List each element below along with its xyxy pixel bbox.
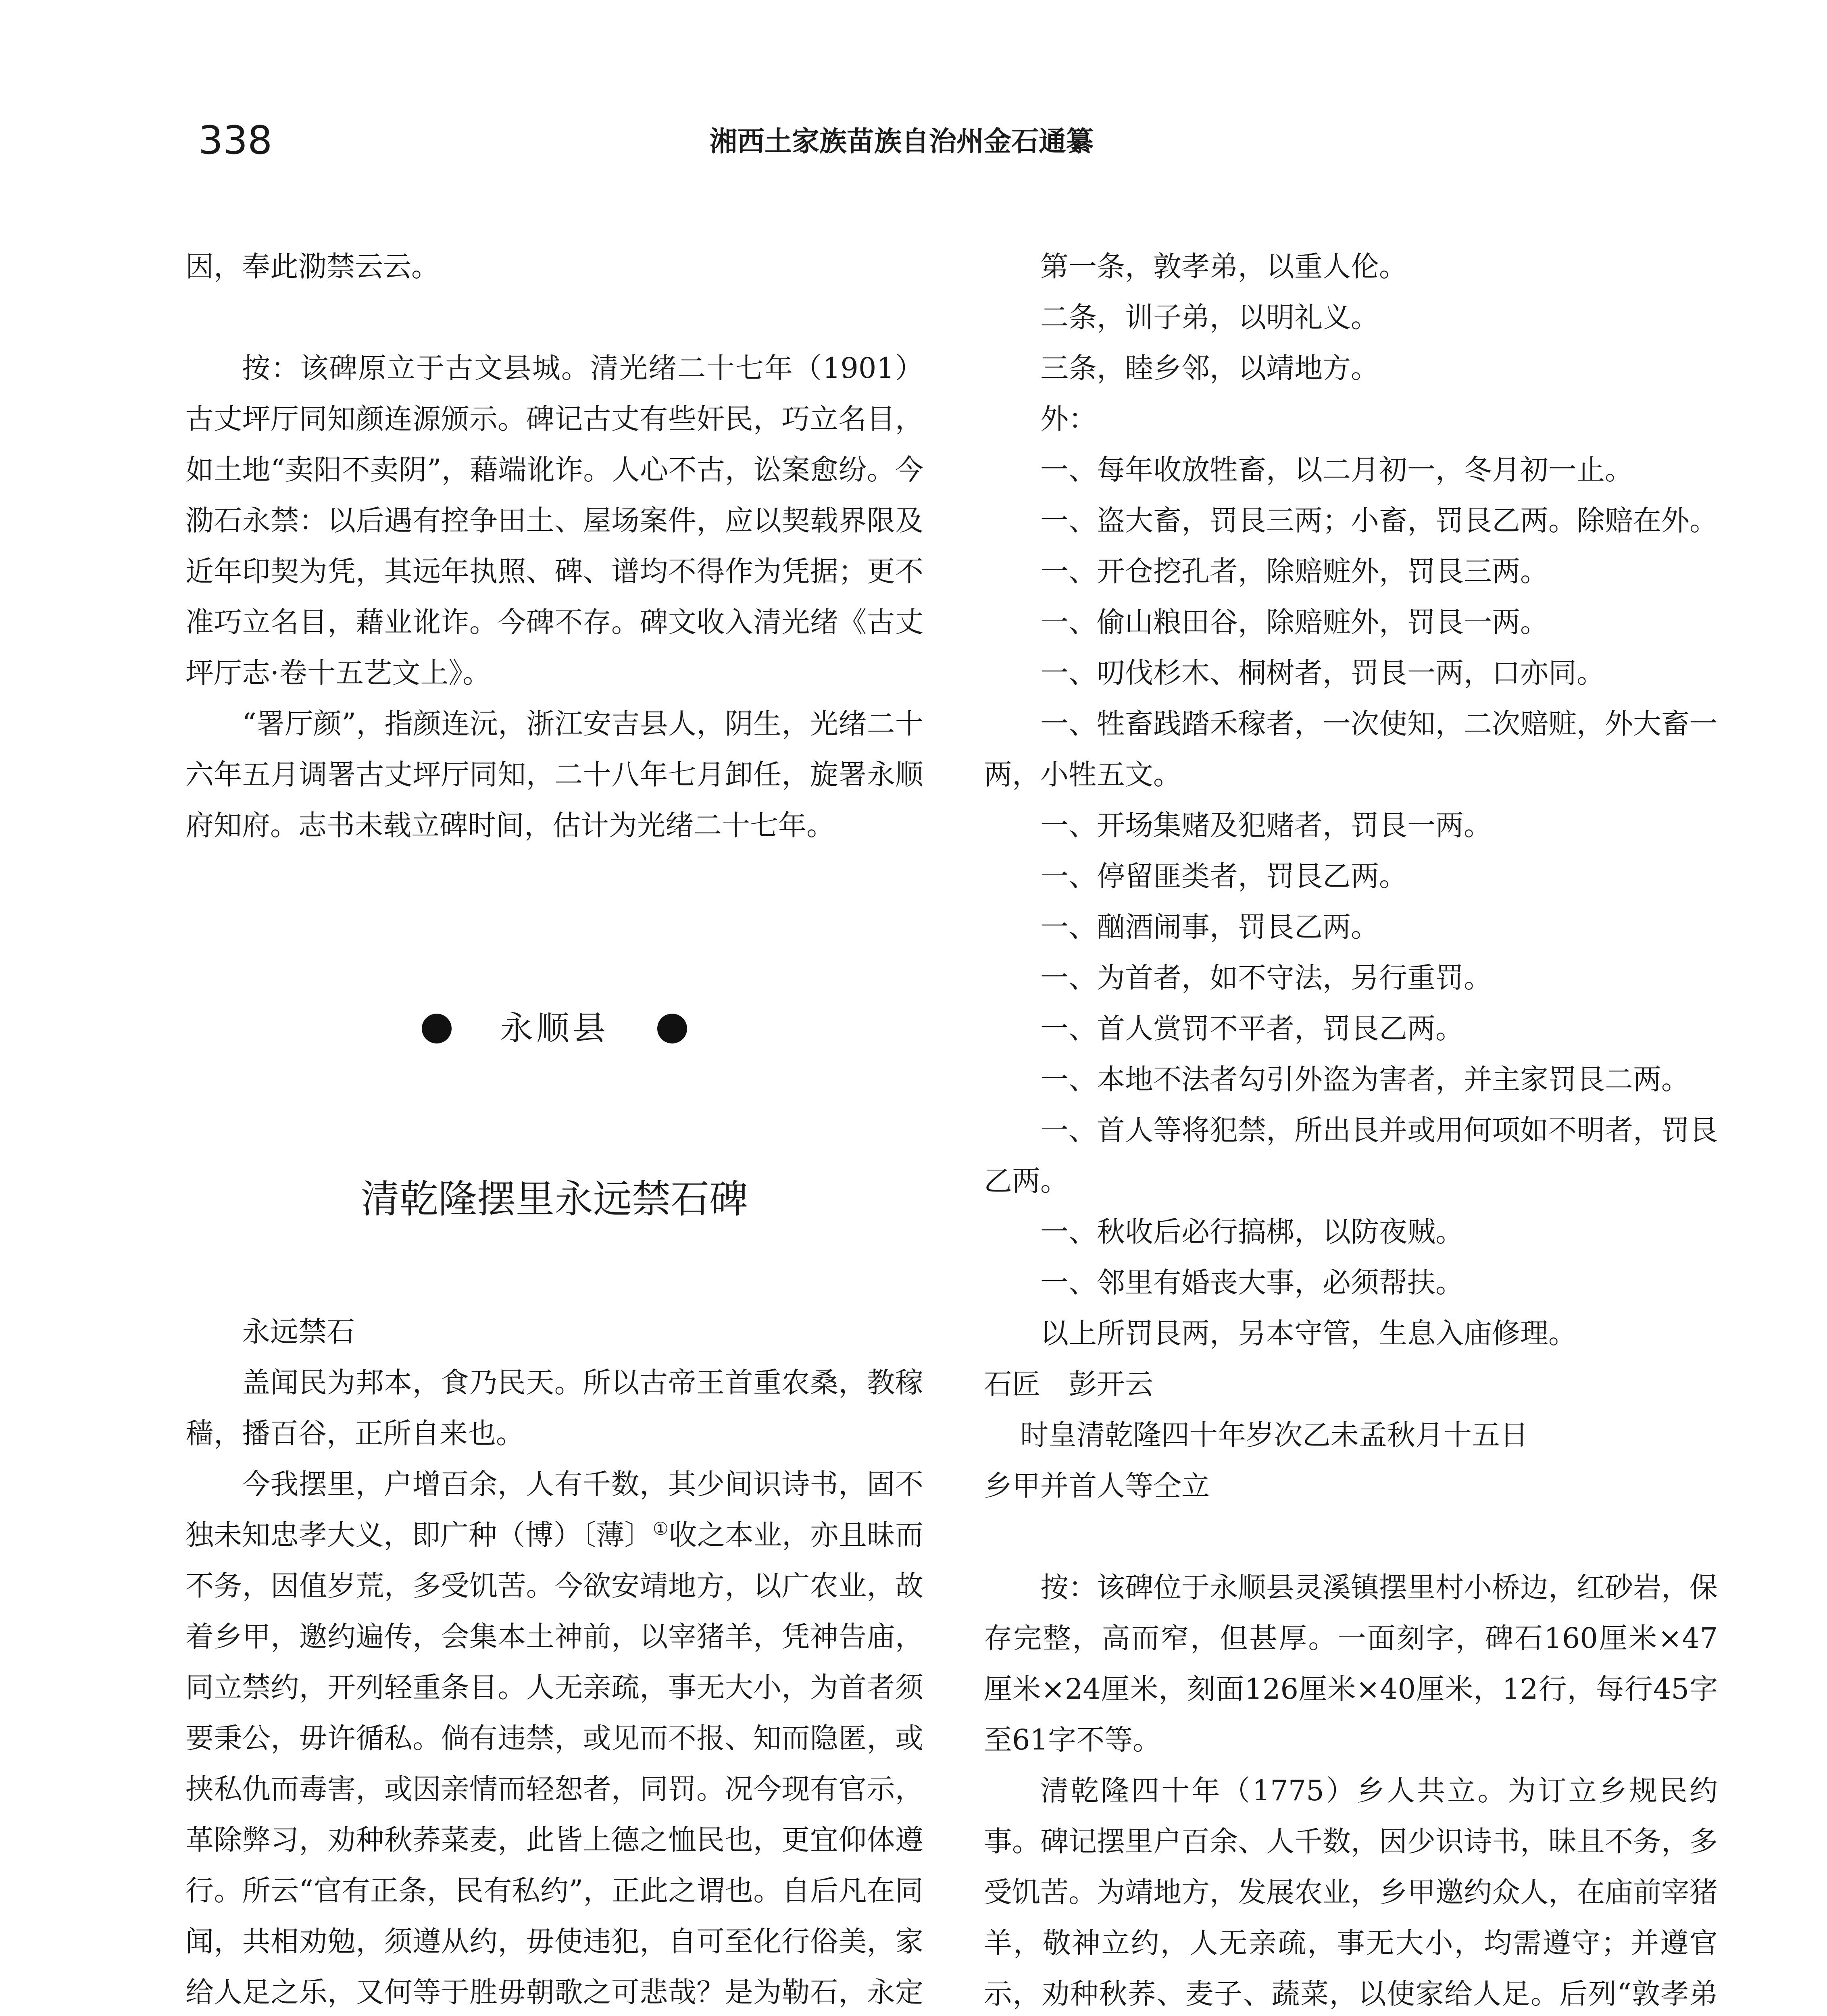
note-paragraph: 按：该碑原立于古文县城。清光绪二十七年（1901）古丈坪厅同知颜连源颁示。碑记古丈有些奸民，巧立名目，如土地“卖阳不卖阴”，藉端讹诈。人心不古，讼案愈纷。今泐石永禁：以后遇有控争田土、屋场案件，应以契载界限及近年印契为凭，其远年执照、碑、谱均不得作为凭据；更不准巧立名目，藉业讹诈。今碑不存。碑文收入清光绪《古丈坪厅志·卷十五艺文上》。: [185, 352, 923, 689]
erected-by-line: 乡甲并首人等仝立: [984, 1469, 1210, 1502]
additional-clause: 一、为首者，如不守法，另行重罚。: [1040, 961, 1492, 994]
additional-clause: 一、本地不法者勾引外盗为害者，并主家罚艮二两。: [1040, 1063, 1690, 1096]
note-paragraph: 按：该碑位于永顺县灵溪镇摆里村小桥边，红砂岩，保存完整，高而窄，但甚厚。一面刻字，碑石160厘米×47厘米×24厘米，刻面126厘米×40厘米，12行，每行45字至61字不等。: [984, 1571, 1718, 1756]
left-column: [185, 241, 923, 2016]
note-paragraph: 清乾隆四十年（1775）乡人共立。为订立乡规民约事。碑记摆里户百余、人千数，因少识诗书，昧且不务，多受饥苦。为靖地方，发展农业，乡甲邀约众人，在庙前宰猪羊，敬神立约，人无亲疏，事无大小，均需遵守；并遵官示，劝种秋荞、麦子、蔬菜，以使家给人足。后列“敦孝弟: [984, 1774, 1718, 2010]
additional-clause: 一、偷山粮田谷，除赔赃外，罚艮一两。: [1040, 606, 1548, 639]
additional-clause: 一、邻里有婚丧大事，必须帮扶。: [1040, 1266, 1464, 1299]
inscription-paragraph: 盖闻民为邦本，食乃民天。所以古帝王首重农桑，教稼穑，播百谷，正所自来也。: [185, 1366, 923, 1450]
additional-clause: 一、每年收放牲畜，以二月初一，冬月初一止。: [1040, 453, 1633, 486]
inscription-heading: 永远禁石: [242, 1315, 355, 1348]
additional-clause: 一、酗酒闹事，罚艮乙两。: [1040, 910, 1379, 943]
additional-clause: 一、牲畜践踏禾稼者，一次使知，二次赔赃，外大畜一两，小牲五文。: [984, 707, 1718, 791]
additional-clause: 一、开场集赌及犯赌者，罚艮一两。: [1040, 809, 1492, 842]
additional-clause: 一、首人等将犯禁，所出艮并或用何项如不明者，罚艮乙两。: [984, 1114, 1718, 1198]
additional-clause: 一、盗大畜，罚艮三两；小畜，罚艮乙两。除赔在外。: [1040, 504, 1718, 537]
additional-clause: 一、停留匪类者，罚艮乙两。: [1040, 860, 1407, 893]
additional-clause: 以上所罚艮两，另本守管，生息入庙修理。: [1040, 1317, 1577, 1350]
inscription-text: 今我摆里，户增百余，人有千数，其少间识诗书，固不独未知忠孝大义，即广种（博）〔薄〕: [185, 1468, 923, 1552]
main-clause: 外：: [1040, 402, 1097, 435]
additional-clause: 一、首人赏罚不平者，罚艮乙两。: [1040, 1012, 1464, 1045]
main-clause: 二条，训子弟，以明礼义。: [1040, 301, 1379, 334]
bullet-icon: [422, 1014, 452, 1043]
inscription-paragraph: [185, 1459, 923, 2016]
main-clause: 三条，睦乡邻，以靖地方。: [1040, 352, 1379, 385]
main-clause: 第一条，敦孝弟，以重人伦。: [1040, 250, 1407, 283]
additional-clause: 一、叨伐杉木、桐树者，罚艮一两，口亦同。: [1040, 656, 1605, 689]
page-number: 338: [198, 118, 273, 163]
additional-clause: 一、开仓挖孔者，除赔赃外，罚艮三两。: [1040, 555, 1548, 588]
bullet-icon: [657, 1014, 687, 1043]
footnote-reference: ①: [652, 1518, 669, 1539]
additional-clause: 一、秋收后必行搞梆，以防夜贼。: [1040, 1215, 1464, 1248]
article-title: 清乾隆摆里永远禁石碑: [361, 1177, 748, 1222]
right-column: [984, 241, 1718, 2016]
county-section-heading: [185, 1003, 923, 1054]
note-paragraph: “署厅颜”，指颜连沅，浙江安吉县人，阴生，光绪二十六年五月调署古丈坪厅同知，二十八年七月卸任，旋署永顺府知府。志书未载立碑时间，估计为光绪二十七年。: [185, 707, 923, 842]
running-head: 湘西土家族苗族自治州金石通纂: [710, 126, 1094, 158]
mason-signature: 石匠 彭开云: [984, 1368, 1153, 1401]
inscription-text: 收之本业，亦且昧而不务，因值岁荒，多受饥苦。今欲安靖地方，以广农业，故着乡甲，邀约遍传，会集本土神前，以宰猪羊，凭神告庙，同立禁约，开列轻重条目。人无亲疏，事无大小，为首者须要秉公，毋许循私。倘有违禁，或见而不报、知而隐匿，或挟私仇而毒害，或因亲情而轻恕者，同罚。况今现有官示，革除弊习，劝种秋荞菜麦，此皆上德之恤民也，更宜仰体遵行。所云“官有正条，民有私约”，正此之谓也。自后凡在同闻，共相劝勉，须遵从约，毋使违犯，自可至化行俗美，家给人足之乐，又何等于胜毋朝歌之可悲哉？是为勒石，永定: [185, 1518, 924, 2009]
continuation-text: 因，奉此泐禁云云。: [185, 250, 440, 283]
date-line: 时皇清乾隆四十年岁次乙未孟秋月十五日: [1020, 1418, 1528, 1452]
section-title: 永顺县: [500, 1009, 609, 1048]
